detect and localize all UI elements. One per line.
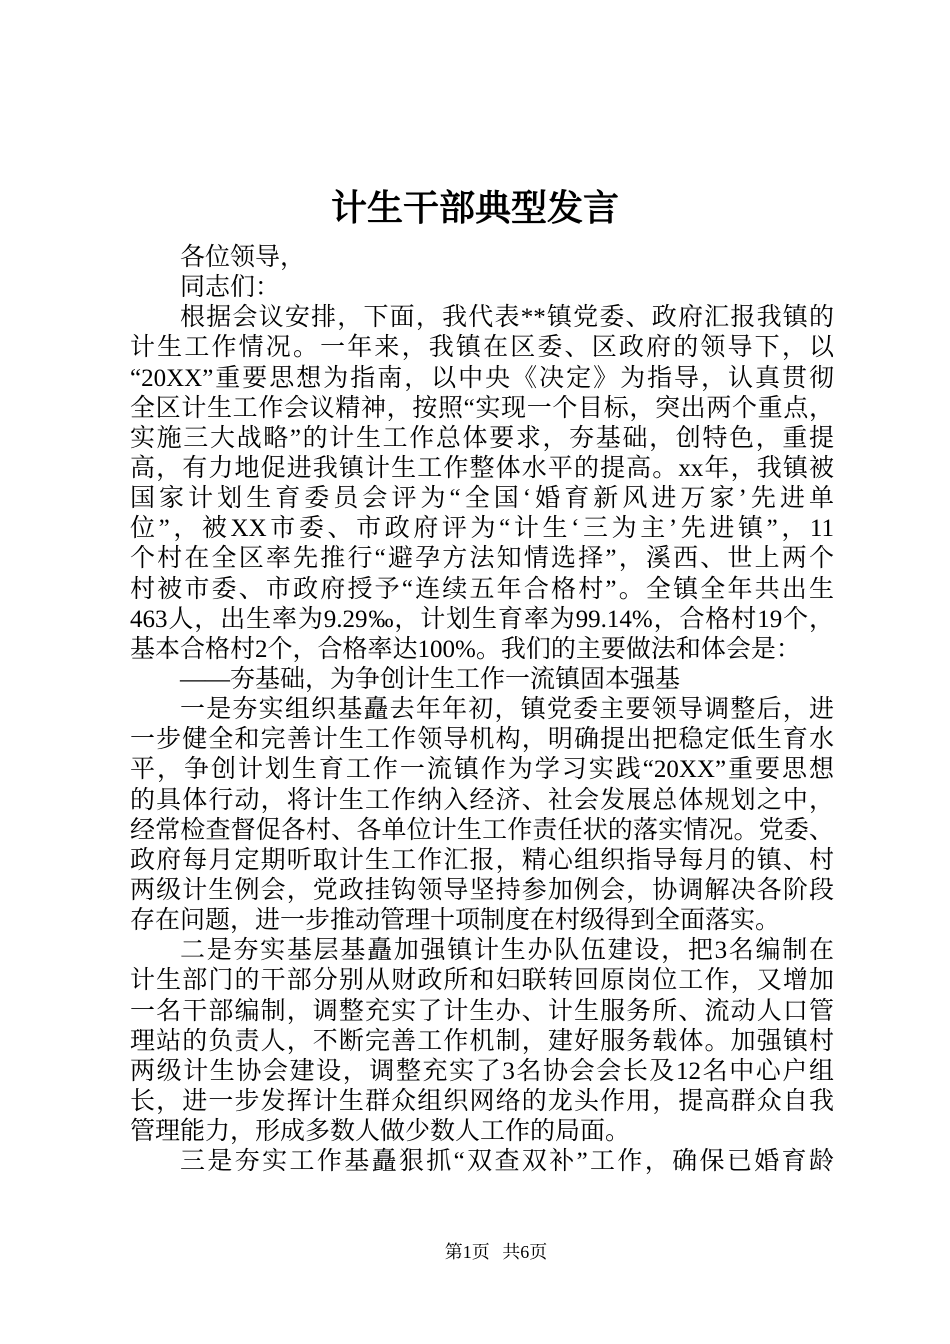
paragraph-line: 一名干部编制，调整充实了计生办、计生服务所、流动人口管 <box>130 997 834 1025</box>
paragraph-line: 平，争创计划生育工作一流镇作为学习实践“20XX”重要思想 <box>130 756 834 784</box>
paragraph-line: 的具体行动，将计生工作纳入经济、社会发展总体规划之中， <box>130 786 834 814</box>
paragraph-line: 三是夯实工作基矗狠抓“双查双补”工作，确保已婚育龄 <box>180 1148 834 1176</box>
salutation-line: 同志们： <box>180 274 281 302</box>
paragraph-line: 两级计生协会建设，调整充实了3名协会会长及12名中心户组 <box>130 1057 834 1085</box>
paragraph-line: 两级计生例会，党政挂钩领导坚持参加例会，协调解决各阶段 <box>130 876 834 904</box>
paragraph-line: 全区计生工作会议精神，按照“实现一个目标，突出两个重点， <box>130 394 834 422</box>
paragraph-line: 二是夯实基层基矗加强镇计生办队伍建设，把3名编制在 <box>180 937 834 965</box>
section-paragraph <box>130 695 834 936</box>
paragraph-line: 经常检查督促各村、各单位计生工作责任状的落实情况。党委、 <box>130 816 834 844</box>
paragraph-line: 一步健全和完善计生工作领导机构，明确提出把稳定低生育水 <box>130 726 834 754</box>
paragraph-line: 实施三大战略”的计生工作总体要求，夯基础，创特色，重提 <box>130 424 834 452</box>
section-paragraph <box>130 1147 834 1177</box>
salutation <box>130 243 834 273</box>
paragraph-line: 一是夯实组织基矗去年年初，镇党委主要领导调整后，进 <box>180 696 834 724</box>
paragraph-line: 政府每月定期听取计生工作汇报，精心组织指导每月的镇、村 <box>130 846 834 874</box>
document-body <box>130 243 834 1177</box>
paragraph-line: 463人，出生率为9.29‰，计划生育率为99.14%，合格村19个， <box>130 605 834 633</box>
salutation <box>130 273 834 303</box>
paragraph-line: 计生部门的干部分别从财政所和妇联转回原岗位工作，又增加 <box>130 967 834 995</box>
paragraph-line: 根据会议安排，下面，我代表**镇党委、政府汇报我镇的 <box>180 304 834 332</box>
paragraph-line: 计生工作情况。一年来，我镇在区委、区政府的领导下，以 <box>130 334 834 362</box>
section-paragraph <box>130 936 834 1147</box>
paragraph-line: 存在问题，进一步推动管理十项制度在村级得到全面落实。 <box>130 907 781 935</box>
section-heading-line: ——夯基础，为争创计生工作一流镇固本强基 <box>180 665 681 693</box>
section-heading <box>130 665 834 695</box>
document-title: 计生干部典型发言 <box>330 188 619 228</box>
paragraph-line: 国家计划生育委员会评为“全国‘婚育新风进万家’先进单 <box>130 485 834 513</box>
paragraph-line: “20XX”重要思想为指南，以中央《决定》为指导，认真贯彻 <box>130 364 834 392</box>
paragraph-line: 管理能力，形成多数人做少数人工作的局面。 <box>130 1118 631 1146</box>
paragraph-line: 理站的负责人，不断完善工作机制，建好服务载体。加强镇村 <box>130 1027 834 1055</box>
salutation-line: 各位领导， <box>180 244 306 271</box>
intro-paragraph <box>130 303 834 665</box>
paragraph-line: 基本合格村2个，合格率达100%。我们的主要做法和体会是： <box>130 635 801 663</box>
paragraph-line: 村被市委、市政府授予“连续五年合格村”。全镇全年共出生 <box>130 575 834 603</box>
paragraph-line: 位”，被XX市委、市政府评为“计生‘三为主’先进镇”，11 <box>130 515 834 543</box>
paragraph-line: 长，进一步发挥计生群众组织网络的龙头作用，提高群众自我 <box>130 1087 834 1115</box>
page-number-footer: 第1页 共6页 <box>444 1242 548 1262</box>
paragraph-line: 高，有力地促进我镇计生工作整体水平的提高。xx年，我镇被 <box>130 454 834 482</box>
paragraph-line: 个村在全区率先推行“避孕方法知情选择”，溪西、世上两个 <box>130 545 834 573</box>
